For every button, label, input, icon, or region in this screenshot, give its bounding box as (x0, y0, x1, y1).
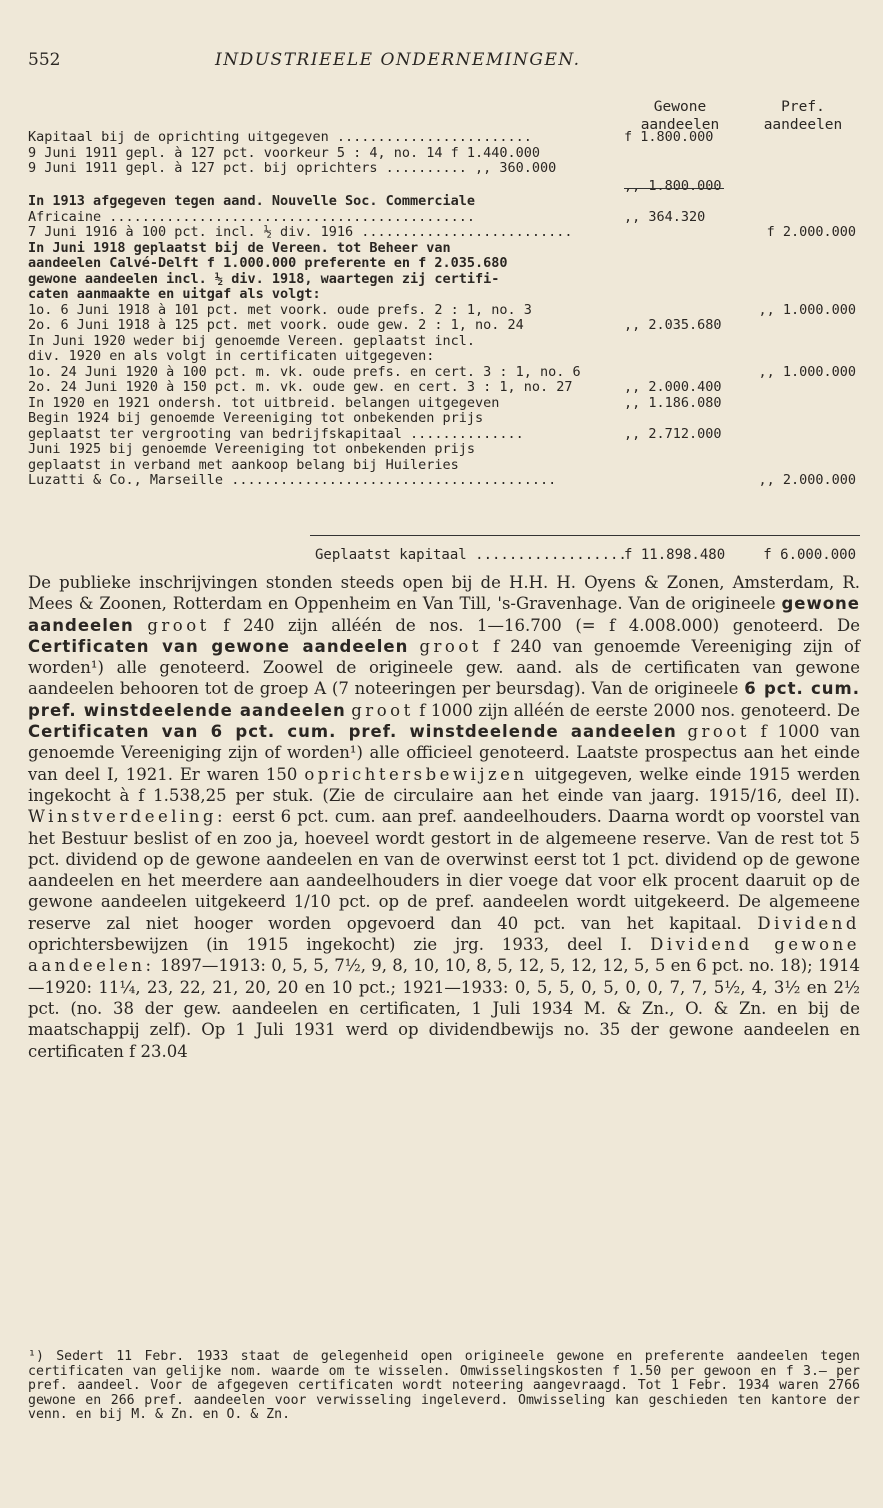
table-row (28, 241, 858, 257)
table-row (28, 210, 858, 226)
table-row (28, 380, 858, 396)
row-label: 9 Juni 1911 gepl. à 127 pct. bij oprichters .......... ,, 360.000 (28, 161, 557, 176)
table-row (28, 130, 858, 146)
row-label: In Juni 1918 geplaatst bij de Vereen. tot Beheer van (28, 240, 451, 256)
table-row (28, 272, 858, 288)
total-label: Geplaatst kapitaal .................. (315, 547, 627, 563)
table-row (28, 334, 858, 350)
table-row (28, 365, 858, 381)
table-row (28, 161, 858, 177)
table-row (28, 179, 858, 195)
table-row (28, 303, 858, 319)
table-row (28, 318, 858, 334)
row-label: In 1920 en 1921 ondersh. tot uitbreid. belangen uitgegeven (28, 395, 500, 411)
total-rule (310, 535, 860, 536)
table-row (28, 473, 858, 489)
row-pref-value: f 2.000.000 (766, 224, 856, 240)
table-row (28, 349, 858, 365)
row-label: 2o. 6 Juni 1918 à 125 pct. met voork. oude gew. 2 : 1, no. 24 (28, 318, 524, 333)
table-row (28, 458, 858, 474)
body-text (28, 572, 860, 1062)
table-row (28, 225, 858, 241)
row-pref-value: ,, 2.000.000 (758, 472, 856, 488)
row-label: 1o. 6 Juni 1918 à 101 pct. met voork. oude prefs. 2 : 1, no. 3 (28, 302, 532, 318)
row-label: 2o. 24 Juni 1920 à 150 pct. m. vk. oude gew. en cert. 3 : 1, no. 27 (28, 380, 573, 395)
row-label: 1o. 24 Juni 1920 à 100 pct. m. vk. oude prefs. en cert. 3 : 1, no. 6 (28, 364, 581, 380)
page-number: 552 (28, 50, 61, 70)
row-gewone-value: ,, 2.035.680 (624, 317, 722, 333)
table-row (28, 442, 858, 458)
row-label: gewone aandeelen incl. ½ div. 1918, waartegen zij certifi- (28, 271, 500, 287)
row-label: div. 1920 en als volgt in certificaten uitgegeven: (28, 349, 435, 364)
capital-table (28, 130, 858, 489)
row-label: In 1913 afgegeven tegen aand. Nouvelle Soc. Commerciale (28, 194, 476, 209)
column-header-pref: Pref. aandeelen (763, 99, 843, 133)
row-label: Begin 1924 bij genoemde Vereeniging tot onbekenden prijs (28, 411, 484, 426)
footnote: ¹) Sedert 11 Febr. 1933 staat de gelegenheid open origineele gewone en preferente aandeelen tegen certificaten van gelijke nom. waarde om te wisselen. Omwisselingskosten f 1.50 per gewoon en f 3.— per pref. aandeel. Voor de afgegeven certificaten wordt noteering aangevraagd. Tot 1 Febr. 1934 waren 2766 gewone en 266 pref. aandeelen voor verwisseling ingeleverd. Omwisseling kan geschieden ten kantore der venn. en bij M. & Zn. en O. & Zn. (28, 1349, 860, 1423)
row-gewone-value: ,, 1.800.000 (624, 177, 722, 194)
row-gewone-value: ,, 2.712.000 (624, 425, 722, 442)
row-label: Juni 1925 bij genoemde Vereeniging tot onbekenden prijs (28, 442, 476, 457)
table-row (28, 146, 858, 162)
total-gewone: f 11.898.480 (624, 547, 726, 563)
row-label: In Juni 1920 weder bij genoemde Vereen. geplaatst incl. (28, 333, 476, 349)
running-title: INDUSTRIEELE ONDERNEMINGEN. (215, 50, 581, 70)
table-row (28, 256, 858, 272)
row-label: Africaine ............................................. (28, 209, 476, 225)
total-row (28, 547, 858, 565)
subtotal-rule (624, 188, 724, 189)
table-row (28, 396, 858, 412)
row-gewone-value: ,, 364.320 (624, 208, 706, 225)
row-label: 7 Juni 1916 à 100 pct. incl. ½ div. 1916 .......................... (28, 225, 573, 240)
table-row (28, 194, 858, 210)
column-header-gewone: Gewone aandeelen (640, 99, 720, 133)
table-row (28, 287, 858, 303)
row-label: geplaatst ter vergrooting van bedrijfskapitaal .............. (28, 426, 524, 442)
row-pref-value: ,, 1.000.000 (758, 301, 856, 318)
total-pref: f 6.000.000 (763, 547, 856, 563)
row-label: caten aanmaakte en uitgaf als volgt: (28, 287, 321, 302)
row-label: aandeelen Calvé-Delft f 1.000.000 preferente en f 2.035.680 (28, 256, 508, 271)
table-row (28, 411, 858, 427)
row-label: Luzatti & Co., Marseille ........................................ (28, 473, 557, 488)
row-label: Kapitaal bij de oprichting uitgegeven ........................ (28, 130, 532, 145)
row-label: 9 Juni 1911 gepl. à 127 pct. voorkeur 5 : 4, no. 14 f 1.440.000 (28, 145, 541, 161)
row-pref-value: ,, 1.000.000 (758, 363, 856, 380)
row-label: geplaatst in verband met aankoop belang bij Huileries (28, 457, 459, 473)
row-gewone-value: ,, 2.000.400 (624, 379, 722, 395)
row-gewone-value: f 1.800.000 (624, 129, 714, 145)
body-paragraph: De publieke inschrijvingen stonden steeds open bij de H.H. H. Oyens & Zonen, Amsterdam, R. Mees & Zoonen, Rotterdam en Oppenheim en Van Till, 's-Gravenhage. Van de origineele gewone aandeelen groot f 240 zijn alléén de nos. 1—16.700 (= f 4.008.000) genoteerd. De Certificaten van gewone aandeelen groot f 240 van genoemde Vereeniging zijn of worden¹) alle genoteerd. Zoowel de origineele gew. aand. als de certificaten van gewone aandeelen behooren tot de groep A (7 noteeringen per beursdag). Van de origineele 6 pct. cum. pref. winstdeelende aandeelen groot f 1000 zijn alléén de eerste 2000 nos. genoteerd. De Certificaten van 6 pct. cum. pref. winstdeelende aandeelen groot f 1000 van genoemde Vereeniging zijn of worden¹) alle officieel genoteerd. Laatste prospectus aan het einde van deel I, 1921. Er waren 150 oprichtersbewijzen uitgegeven, welke einde 1915 werden ingekocht à f 1.538,25 per stuk. (Zie de circulaire aan het einde van jaarg. 1915/16, deel II). Winstverdeeling: eerst 6 pct. cum. aan pref. aandeelhouders. Daarna wordt op voorstel van het Bestuur beslist of en zoo ja, hoeveel wordt gestort in de algemeene reserve. Van de rest tot 5 pct. dividend op de gewone aandeelen en van de overwinst eerst tot 1 pct. dividend op de gewone aandeelen en het meerdere aan aandeelhouders in dier voege dat voor elk procent daaruit op de gewone aandeelen uitgekeerd 1/10 pct. op de pref. aandeelen wordt uitgekeerd. De algemeene reserve zal niet hooger worden opgevoerd dan 40 pct. van het kapitaal. Dividend oprichtersbewijzen (in 1915 ingekocht) zie jrg. 1933, deel I. Dividend gewone aandeelen: 1897—1913: 0, 5, 5, 7½, 9, 8, 10, 10, 8, 5, 12, 5, 12, 12, 5, 5 en 6 pct. no. 18); 1914—1920: 11¼, 23, 22, 21, 20, 20 en 10 pct.; 1921—1933: 0, 5, 5, 0, 5, 0, 0, 7, 7, 5½, 4, 3½ en 2½ pct. (no. 38 der gew. aandeelen en certificaten, 1 Juli 1934 M. & Zn., O. & Zn. en bij de maatschappij zelf). Op 1 Juli 1931 werd op dividendbewijs no. 35 der gewone aandeelen en certificaten f 23.04 (28, 573, 861, 1061)
row-gewone-value: ,, 1.186.080 (624, 394, 722, 411)
table-row (28, 427, 858, 443)
